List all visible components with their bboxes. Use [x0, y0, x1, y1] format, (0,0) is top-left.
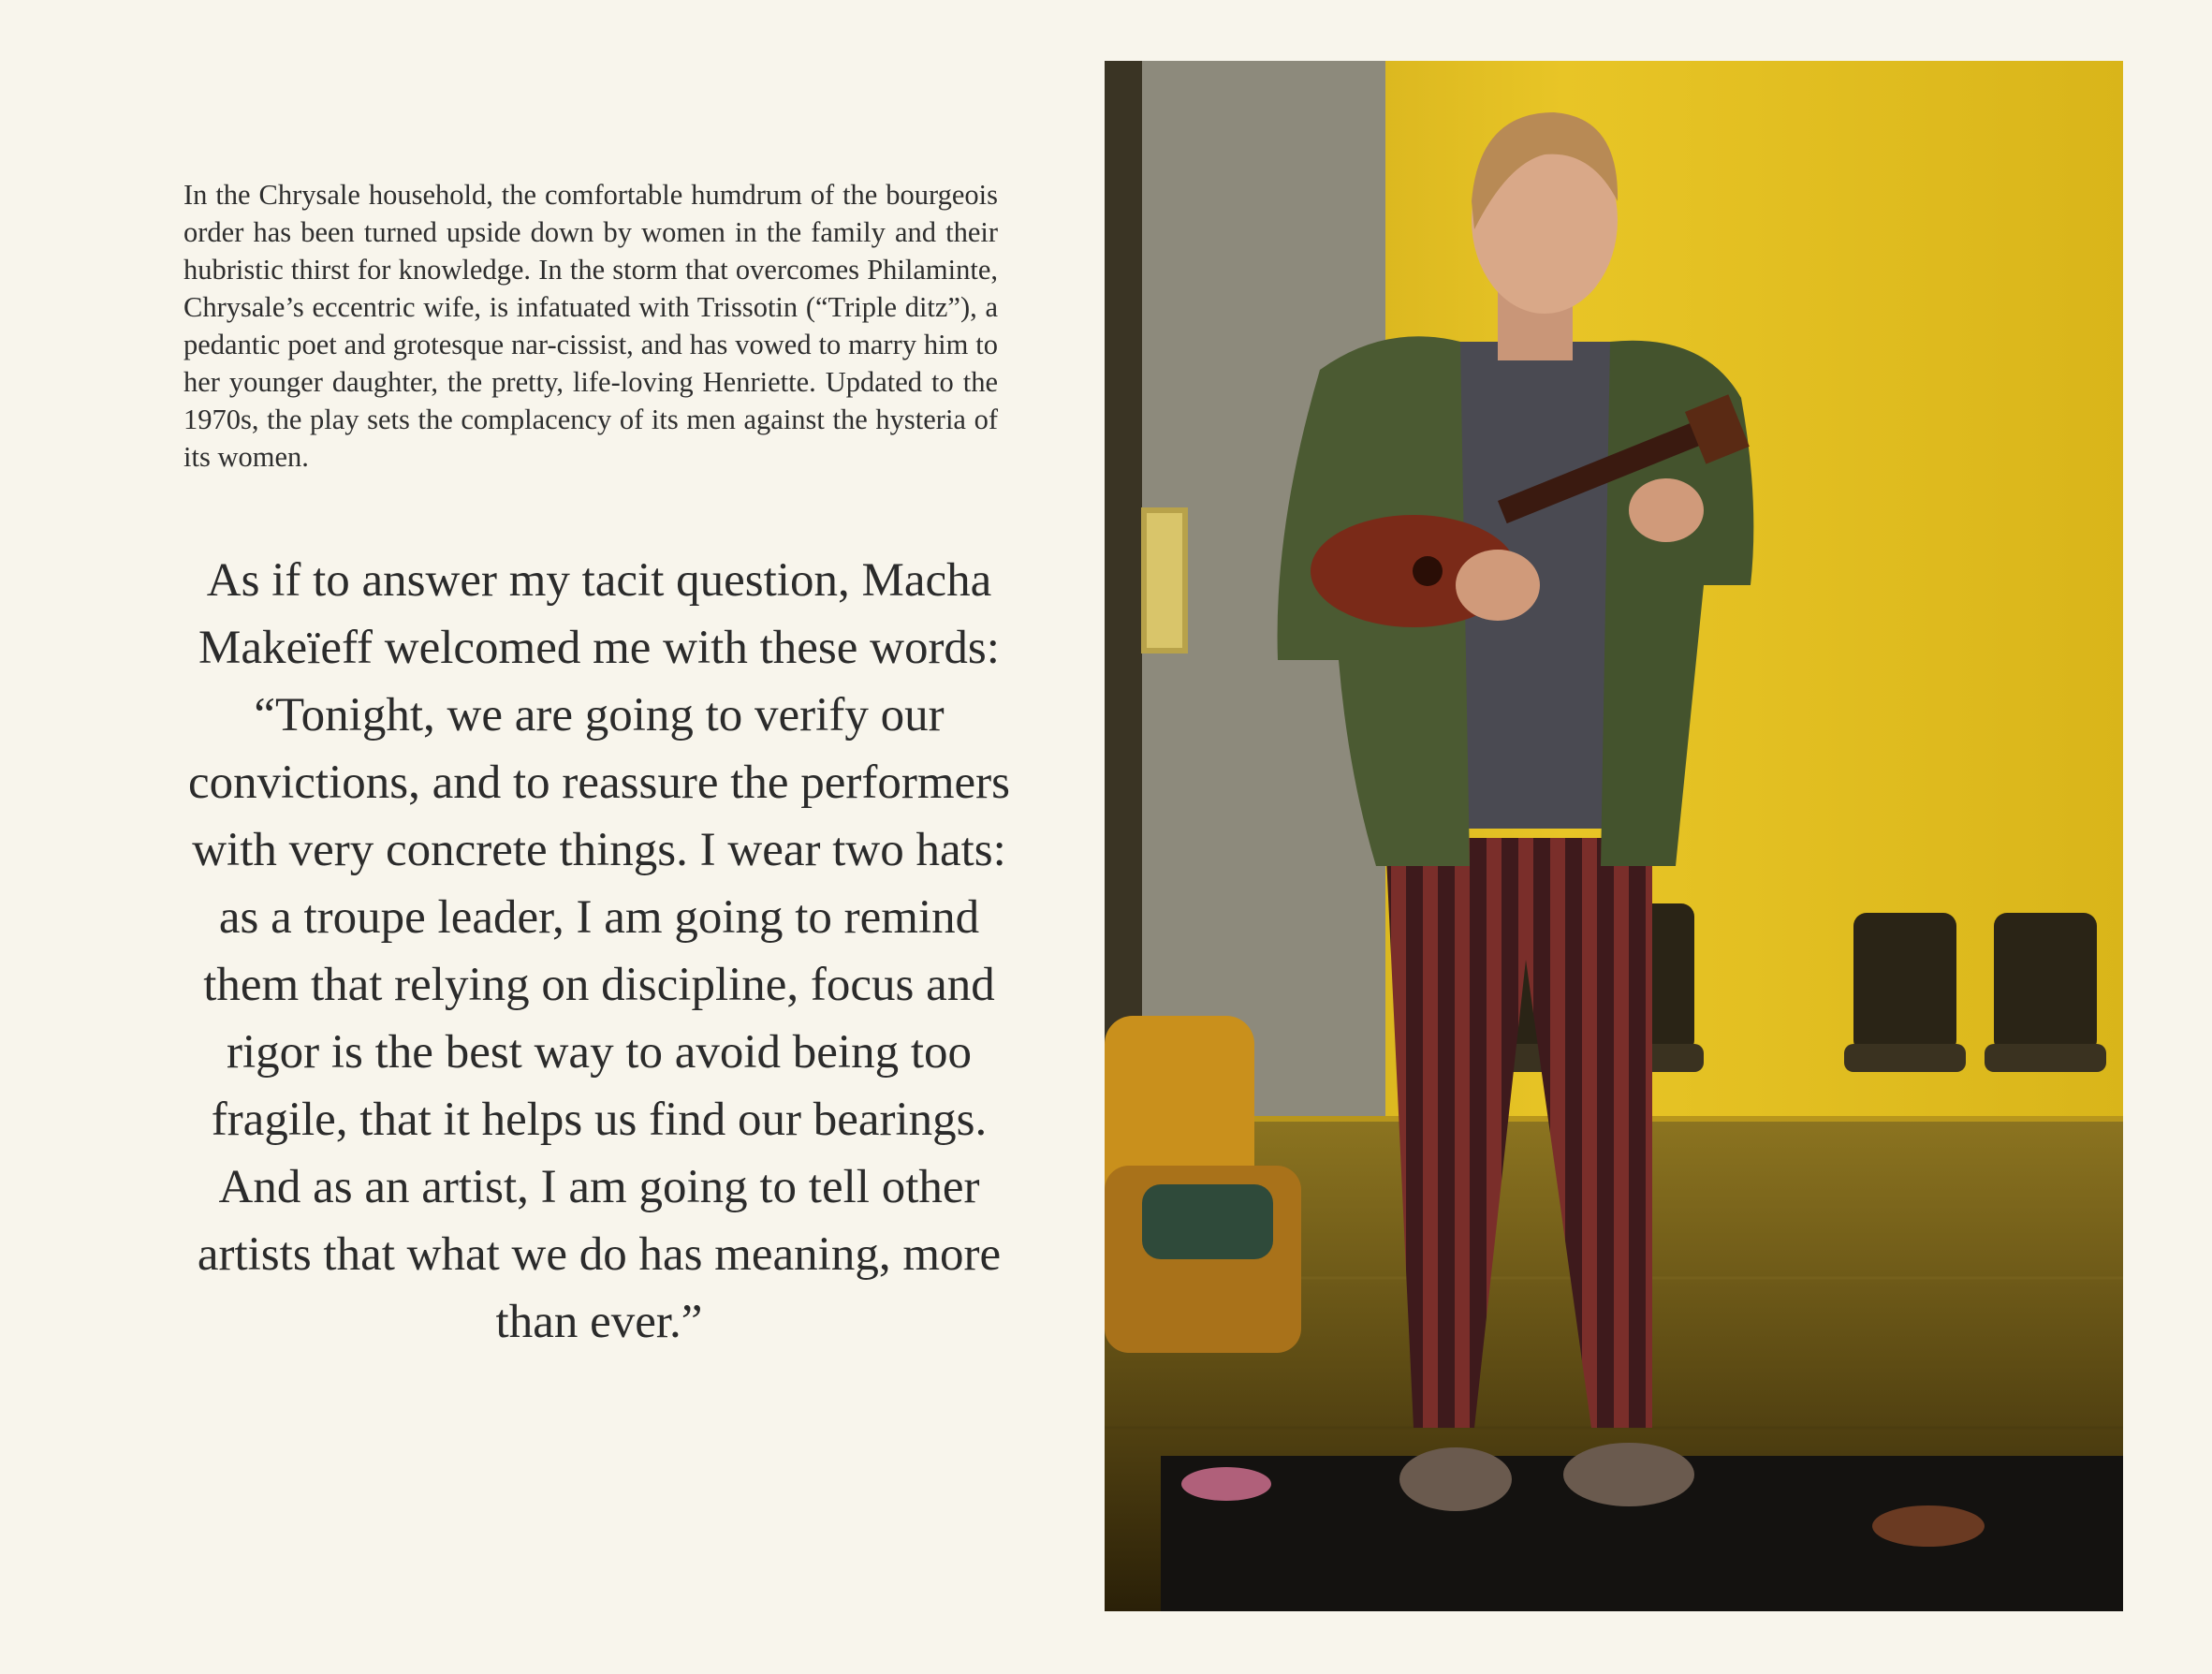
stage-photo-illustration: [1105, 61, 2123, 1611]
left-hand: [1629, 478, 1704, 542]
right-hand: [1456, 550, 1540, 621]
ashtray: [1181, 1467, 1271, 1501]
stage-photo: [1105, 61, 2123, 1611]
intro-paragraph: In the Chrysale household, the comfortable humdrum of the bourgeois order has been turned upside down by women in the family and their hubristic thirst for knowledge. In the storm that overcomes Philaminte, Chrysale’s eccentric wife, is infatuated with Trissotin (“Triple ditz”), a pedantic poet and grotesque nar-cissist, and has vowed to marry him to her younger daughter, the pretty, life-loving Henriette. Updated to the 1970s, the play sets the complacency of its men against the hysteria of its women.: [183, 179, 998, 473]
dish: [1872, 1505, 1985, 1547]
wall-frame: [1144, 510, 1185, 651]
pull-quote: As if to answer my tacit question, Macha Makeïeff welcomed me with these words: “Tonight, we are going to verify our convictions, and to reassure the performers with very concrete things. I wear two hats: as a troupe leader, I am going to remind them that relying on discipline, focus and rigor is the best way to avoid being too fragile, that it helps us find our bearings. And as an artist, I am going to tell other artists that what we do has meaning, more than ever.”: [187, 554, 1011, 1348]
right-shoe: [1563, 1443, 1694, 1506]
left-shoe: [1399, 1447, 1512, 1511]
